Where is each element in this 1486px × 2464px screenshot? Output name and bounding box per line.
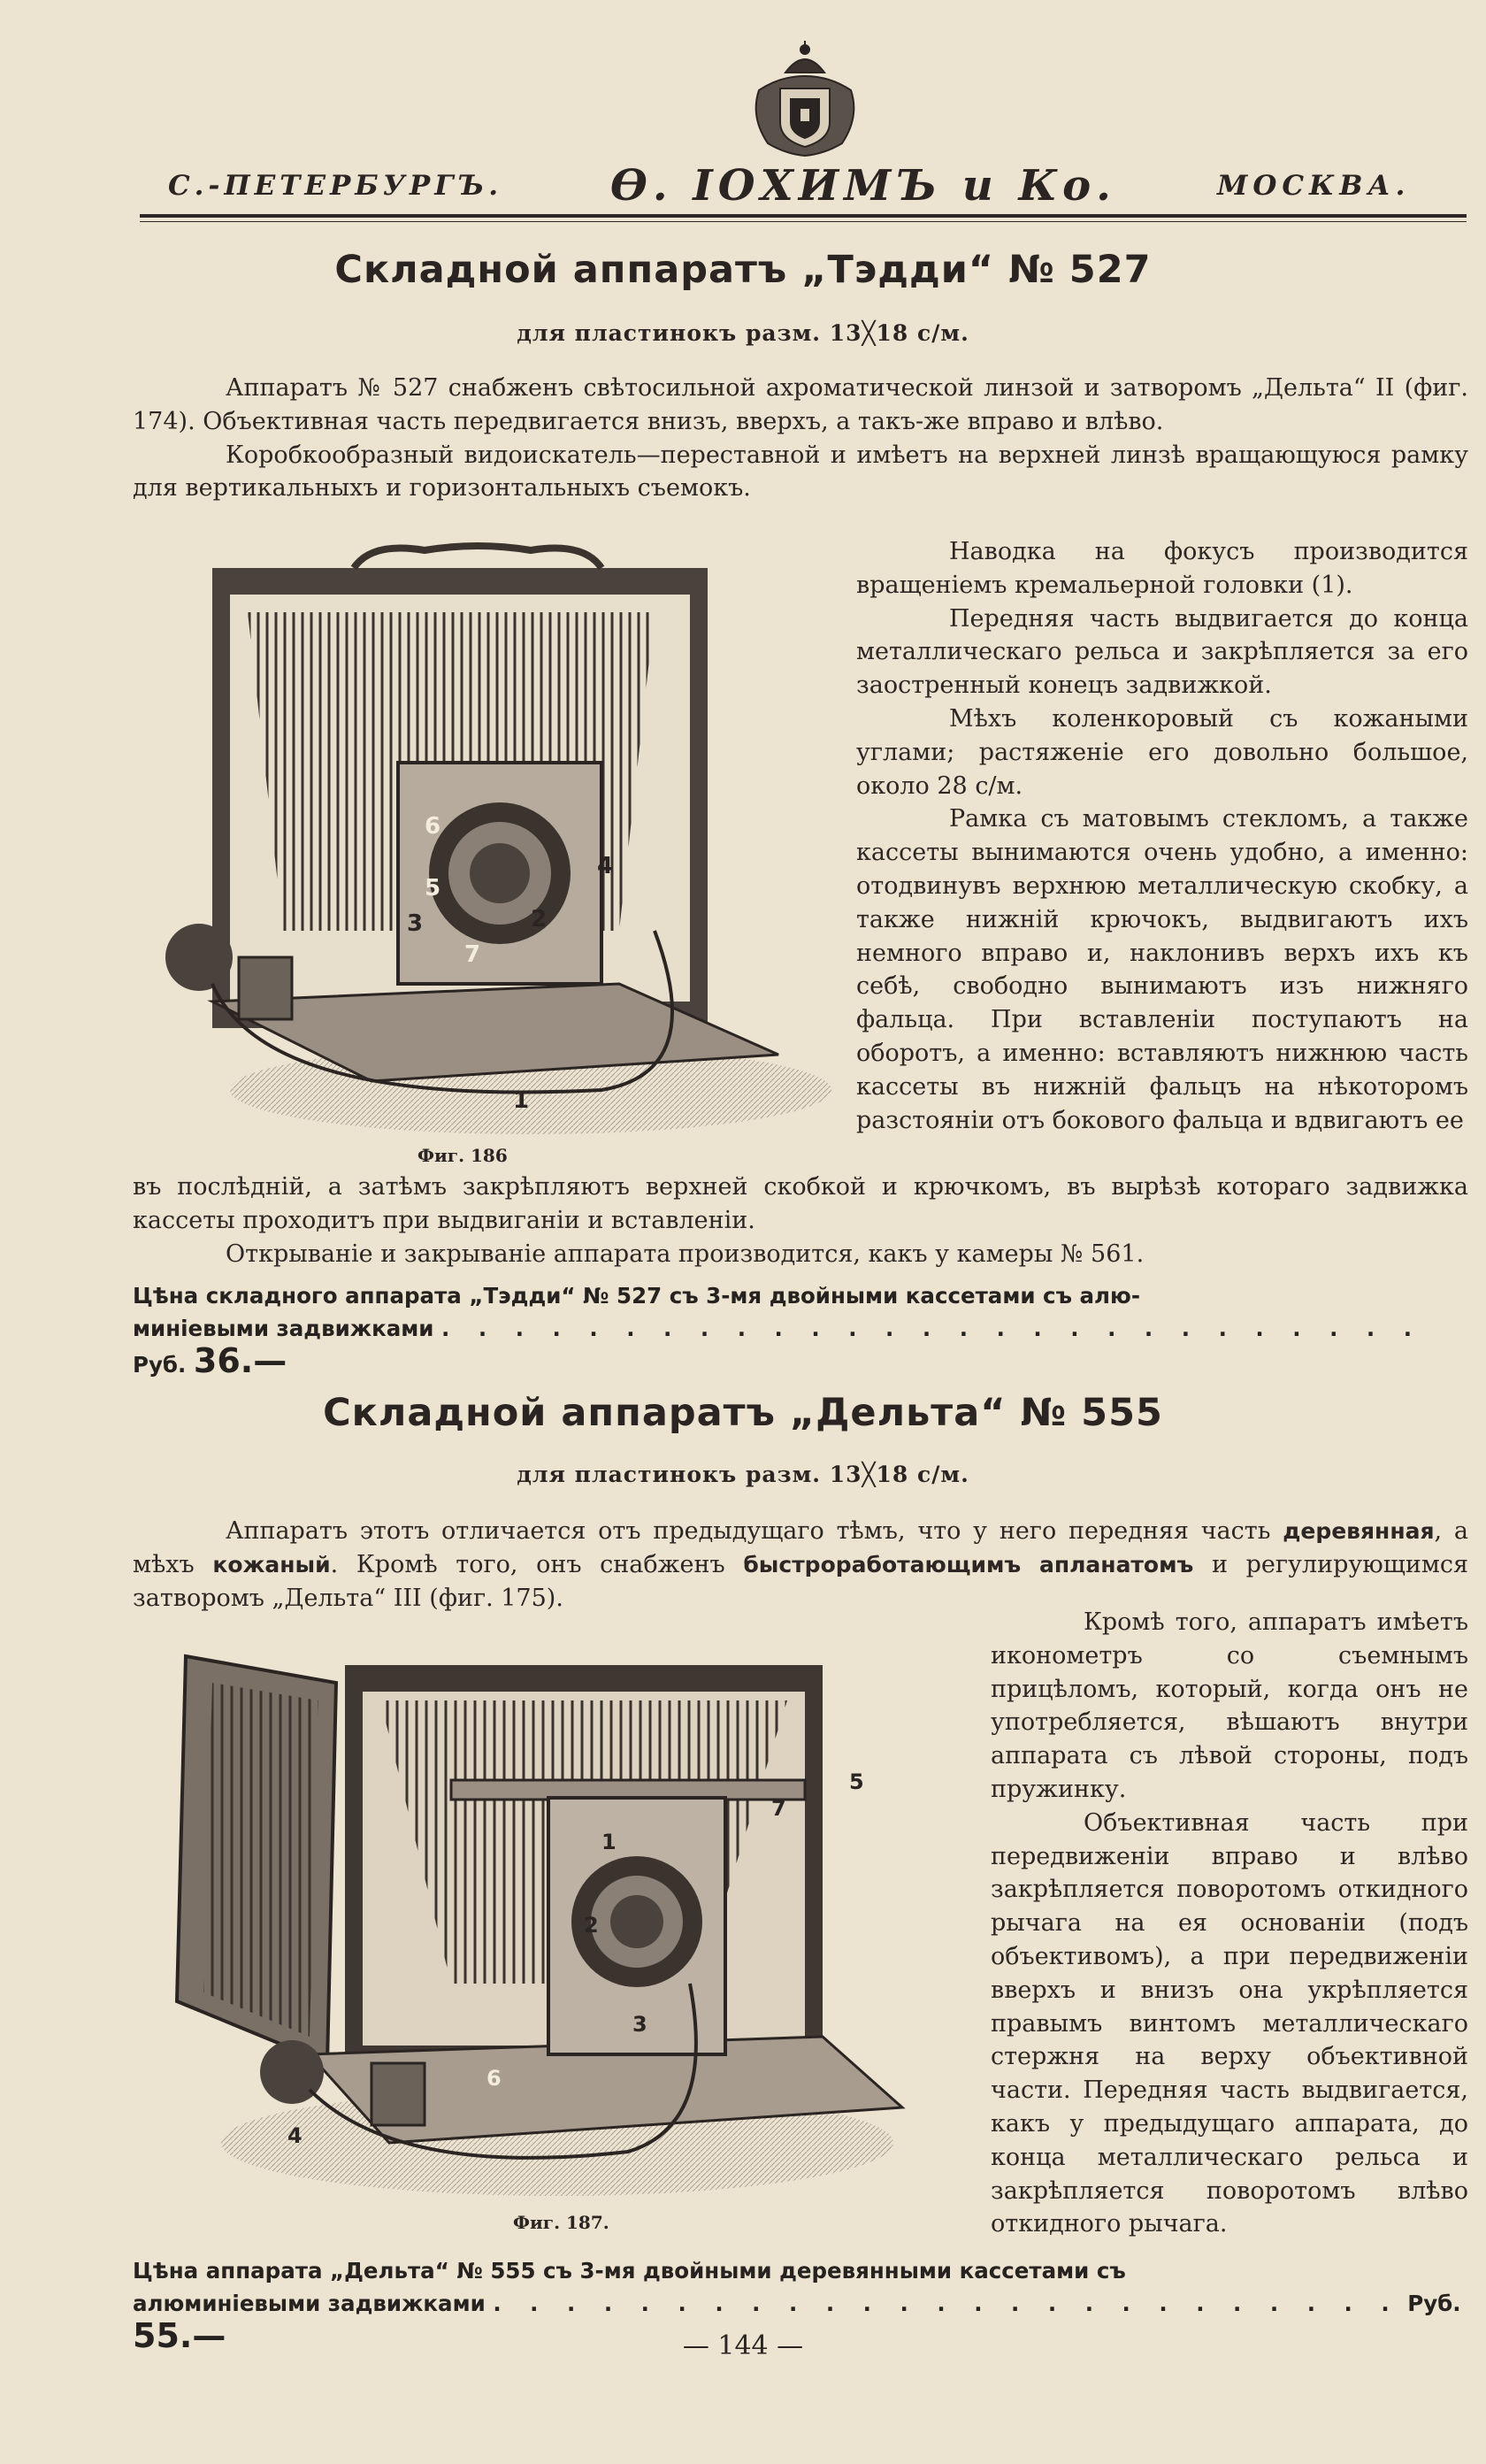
price-amount: 55.— (133, 2316, 226, 2355)
section1-intro (133, 372, 1468, 505)
header-rule-thin (140, 221, 1467, 222)
coat-of-arms-emblem-icon (750, 37, 860, 161)
fig-label: 3 (632, 2012, 647, 2037)
paragraph: Кромѣ того, аппаратъ имѣетъ иконометръ со съемнымъ прицѣломъ, который, когда онъ не употребляется, вѣшаютъ внутри аппарата съ лѣвой стороны, подъ пружинку. (991, 1608, 1468, 1803)
paragraph: Открываніе и закрываніе аппарата производится, какъ у камеры № 561. (226, 1240, 1145, 1268)
city-right: МОСКВА. (1217, 170, 1411, 202)
header-rule-thick (140, 214, 1467, 218)
camera-illustration-delta (133, 1647, 911, 2222)
fig-label: 3 (407, 910, 424, 937)
fig-label: 6 (486, 2066, 502, 2091)
section2-title: Складной аппаратъ „Дельта“ № 555 (323, 1391, 1163, 1435)
fig-label: 1 (513, 1087, 530, 1114)
price-line: Цѣна складного аппарата „Тэдди“ № 527 съ 3-мя двойными кассетами съ алю- (133, 1283, 1140, 1309)
text-run: и регулирующимся затворомъ „Дельта“ III (фиг. 175). (133, 1550, 1469, 1612)
paragraph: Мѣхъ коленкоровый съ кожаными углами; растяженіе его довольно большое, около 28 с/м. (856, 704, 1468, 800)
section2-intro (133, 1515, 1468, 1615)
paragraph: Коробкообразный видоискатель—переставной и имѣетъ на верхней линзѣ вращающуюся рамку для вертикальныхъ и горизонтальныхъ съемокъ. (133, 441, 1468, 503)
camera-illustration-teddy (159, 541, 831, 1143)
price-line (133, 1312, 1468, 1381)
price-dots: . . . . . . . . . . . . . . . . . . . . . . . . . (493, 2291, 1400, 2316)
price-currency: Руб. (1407, 2291, 1461, 2316)
section2-column-text (991, 1606, 1468, 2241)
figure-caption: Фиг. 186 (417, 1145, 508, 1166)
paragraph: Рамка съ матовымъ стекломъ, а также кассеты вынимаются очень удобно, а именно: отодвинувъ верхнюю металлическую скобку, а также нижній крючокъ, выдвигаютъ ихъ немного вправо и, наклонивъ верхъ ихъ къ себѣ, свободно вынимаютъ изъ нижняго фальца. При вставленіи поступаютъ на оборотъ, а именно: вставляютъ нижнюю часть кассеты въ нижній фальцъ на нѣкоторомъ разстояніи отъ бокового фальца и вдвигаютъ ее (856, 805, 1468, 1134)
price-item-text: алюминіевыми задвижками (133, 2291, 486, 2316)
paragraph: Аппаратъ № 527 снабженъ свѣтосильной ахроматической линзой и затворомъ „Дельта“ II (фиг. 174). Объективная часть передвигается внизъ, вверхъ, а такъ-же вправо и влѣво. (133, 374, 1468, 435)
fig-label: 2 (584, 1913, 599, 1938)
fig-label: 5 (425, 875, 441, 902)
letterhead (0, 161, 1486, 211)
fig-label: 5 (849, 1769, 864, 1794)
paragraph: Наводка на фокусъ производится вращеніемъ кремальерной головки (1). (856, 538, 1468, 599)
bold-run: быстроработающимъ апланатомъ (743, 1551, 1194, 1577)
paragraph: въ послѣдній, а затѣмъ закрѣпляютъ верхней скобкой и крючкомъ, въ вырѣзѣ котораго задвижка кассеты проходитъ при выдвиганіи и вставленіи. (133, 1173, 1468, 1234)
firm-name: Ѳ. IОХИМЪ и Ко. (610, 161, 1116, 211)
paragraph: Передняя часть выдвигается до конца металлическаго рельса и закрѣпляется за его заостренный конецъ задвижкой. (856, 604, 1468, 700)
text-run: , а мѣхъ (133, 1517, 1468, 1578)
fig-label: 6 (425, 813, 441, 840)
price-item-text: миніевыми задвижками (133, 1316, 434, 1341)
price-currency: Руб. (133, 1352, 187, 1378)
price-dots: . . . . . . . . . . . . . . . . . . . . . . . . . . . (441, 1316, 1423, 1341)
section2-subtitle: для пластинокъ разм. 13╳18 с/м. (517, 1462, 969, 1487)
price-line: Цѣна аппарата „Дельта“ № 555 съ 3-мя двойными деревянными кассетами съ (133, 2258, 1126, 2284)
fig-label: 2 (531, 906, 548, 933)
section1-subtitle: для пластинокъ разм. 13╳18 с/м. (517, 320, 969, 346)
section1-price (133, 1279, 1468, 1381)
fig-label: 1 (601, 1830, 617, 1854)
fig-label: 7 (771, 1796, 786, 1821)
fig-label: 4 (287, 2123, 303, 2148)
text-run: Аппаратъ этотъ отличается отъ предыдущаго тѣмъ, что у него передняя часть (226, 1517, 1283, 1545)
paragraph: Объективная часть при передвиженіи вправо и влѣво закрѣпляется поворотомъ откидного рычага на ея основаніи (подъ объективомъ), а при передвиженіи вверхъ и внизъ она укрѣпляется правымъ винтомъ металлическаго стержня на верху объективной части. Передняя часть выдвигается, какъ у предыдущаго аппарата, до конца металлическаго рельса и закрѣпляется поворотомъ влѣво откидного рычага. (991, 1808, 1468, 2238)
bold-run: деревянная (1283, 1518, 1435, 1544)
city-left: С.-ПЕТЕРБУРГЪ. (168, 170, 503, 202)
bold-run: кожаный (212, 1551, 331, 1577)
paragraph (133, 1515, 1468, 1615)
fig-label: 7 (464, 941, 481, 968)
text-run: . Кромѣ того, онъ снабженъ (330, 1550, 744, 1578)
page-number: — 144 — (682, 2330, 804, 2361)
figure-caption: Фиг. 187. (513, 2212, 609, 2233)
section1-continued-text (133, 1171, 1468, 1270)
section1-title: Складной аппаратъ „Тэдди“ № 527 (334, 248, 1152, 292)
fig-label: 4 (597, 853, 614, 879)
section1-column-text (856, 535, 1468, 1137)
price-amount: 36.— (193, 1341, 287, 1380)
